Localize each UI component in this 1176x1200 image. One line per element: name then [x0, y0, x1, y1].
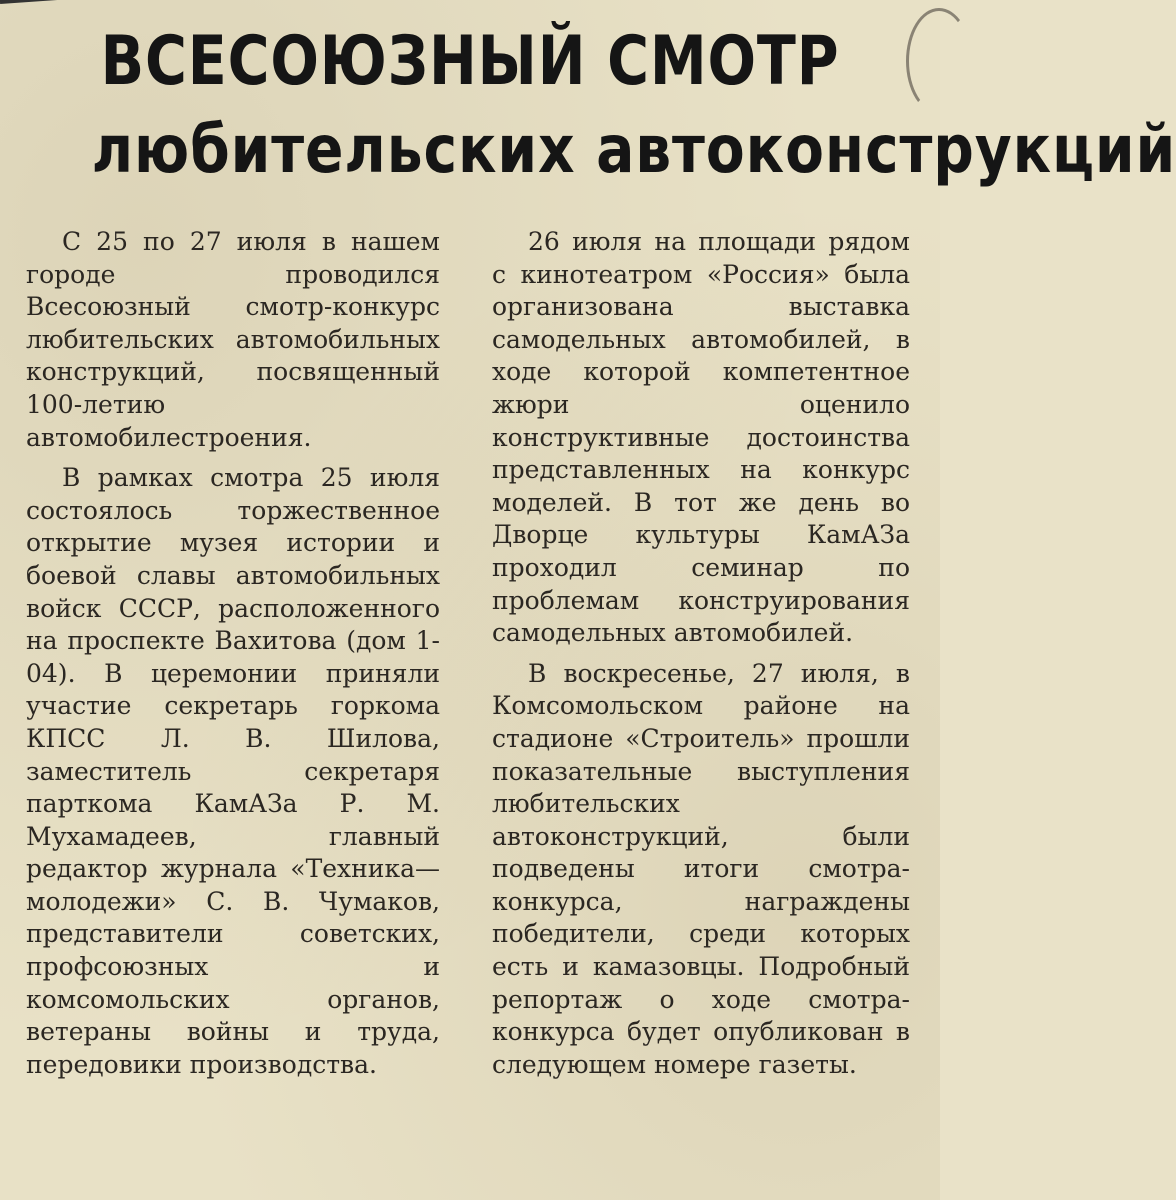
headline-line-1: ВСЕСОЮЗНЫЙ СМОТР — [100, 22, 840, 101]
top-rule-decoration — [0, 0, 70, 4]
article-column-left — [26, 226, 440, 1089]
headline-line-2: любительских автоконструкций — [91, 111, 1176, 188]
article-column-right — [492, 226, 910, 1089]
paragraph: В воскресенье, 27 июля, в Комсомольском районе на стадионе «Строитель» прошли показательные выступления любительских автоконструкций, были подведены итоги смотра-конкурса, награждены победители, среди которых есть и камазовцы. Подробный репортаж о ходе смотра-конкурса будет опубликован в следующем номере газеты. — [492, 658, 910, 1079]
paragraph: В рамках смотра 25 июля состоялось торжественное открытие музея истории и боевой славы автомобильных войск СССР, расположенного на проспекте Вахитова (дом 1-04). В церемонии приняли участие секретарь горкома КПСС Л. В. Шилова, заместитель секретаря парткома КамАЗа Р. М. Мухамадеев, главный редактор журнала «Техника—молодежи» С. В. Чумаков, представители советских, профсоюзных и комсомольских органов, ветераны войны и труда, передовики производства. — [26, 463, 440, 1079]
paragraph: 26 июля на площади рядом с кинотеатром «Россия» была организована выставка самодельных автомобилей, в ходе которой компетентное жюри оценило конструктивные достоинства представленных на конкурс моделей. В тот же день во Дворце культуры КамАЗа проходил семинар по проблемам конструирования самодельных автомобилей. — [492, 227, 910, 648]
pen-mark-decoration — [906, 8, 972, 114]
paragraph: С 25 по 27 июля в нашем городе проводился Всесоюзный смотр-конкурс любительских автомобильных конструкций, посвященный 100-летию автомобилестроения. — [26, 227, 440, 452]
